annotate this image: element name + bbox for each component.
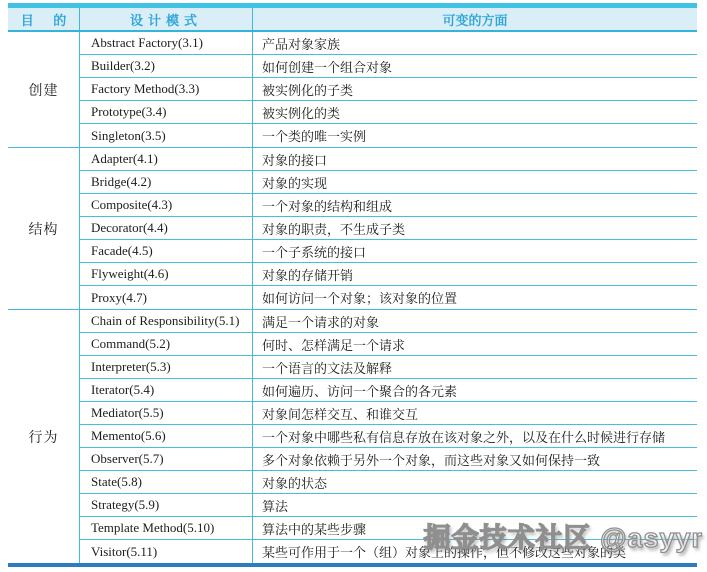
purpose-cell: 行为 xyxy=(8,310,80,563)
aspect-cell: 多个对象依赖于另外一个对象，而这些对象又如何保持一致 xyxy=(253,448,697,471)
pattern-cell: Strategy(5.9) xyxy=(80,494,253,517)
pattern-cell: Prototype(3.4) xyxy=(80,101,253,124)
aspect-cell: 如何遍历、访问一个聚合的各元素 xyxy=(253,379,697,402)
pattern-cell: Command(5.2) xyxy=(80,333,253,356)
header-pattern: 设计模式 xyxy=(80,8,253,30)
aspect-cell: 一个子系统的接口 xyxy=(253,240,697,263)
pattern-cell: Bridge(4.2) xyxy=(80,171,253,194)
design-patterns-table xyxy=(8,3,697,567)
aspect-cell: 对象的存储开销 xyxy=(253,263,697,286)
pattern-cell: Flyweight(4.6) xyxy=(80,263,253,286)
aspect-cell: 被实例化的类 xyxy=(253,101,697,124)
aspect-cell: 何时、怎样满足一个请求 xyxy=(253,333,697,356)
aspect-cell: 被实例化的子类 xyxy=(253,78,697,101)
aspect-cell: 对象的状态 xyxy=(253,471,697,494)
aspect-cell: 一个语言的文法及解释 xyxy=(253,356,697,379)
pattern-cell: Abstract Factory(3.1) xyxy=(80,32,253,55)
table-body xyxy=(8,32,697,563)
aspect-cell: 某些可作用于一个（组）对象上的操作，但不修改这些对象的类 xyxy=(262,545,627,560)
aspect-cell: 对象的职责，不生成子类 xyxy=(253,217,697,240)
aspect-cell: 对象的接口 xyxy=(253,148,697,171)
aspect-cell: 算法 xyxy=(253,494,697,517)
header-aspect: 可变的方面 xyxy=(442,12,508,28)
aspect-cell: 一个对象中哪些私有信息存放在该对象之外，以及在什么时候进行存储 xyxy=(253,425,697,448)
aspect-cell: 对象间怎样交互、和谁交互 xyxy=(253,402,697,425)
pattern-group xyxy=(8,310,697,563)
pattern-cell: Adapter(4.1) xyxy=(80,148,253,171)
pattern-cell: Chain of Responsibility(5.1) xyxy=(80,310,253,333)
aspect-cell: 产品对象家族 xyxy=(253,32,697,55)
pattern-cell: Builder(3.2) xyxy=(80,55,253,78)
aspect-cell: 满足一个请求的对象 xyxy=(253,310,697,333)
aspect-cell: 对象的实现 xyxy=(253,171,697,194)
pattern-cell: Proxy(4.7) xyxy=(80,286,253,309)
pattern-cell: Decorator(4.4) xyxy=(80,217,253,240)
pattern-cell: Composite(4.3) xyxy=(80,194,253,217)
pattern-group xyxy=(8,32,697,148)
pattern-cell: Facade(4.5) xyxy=(80,240,253,263)
pattern-cell: State(5.8) xyxy=(80,471,253,494)
pattern-cell: Interpreter(5.3) xyxy=(80,356,253,379)
aspect-cell: 一个对象的结构和组成 xyxy=(253,194,697,217)
aspect-cell: 如何创建一个组合对象 xyxy=(253,55,697,78)
pattern-cell: Visitor(5.11) xyxy=(80,540,253,563)
pattern-cell: Memento(5.6) xyxy=(80,425,253,448)
table-header-row xyxy=(8,8,697,32)
header-purpose: 目 的 xyxy=(8,8,80,30)
pattern-cell: Singleton(3.5) xyxy=(80,124,253,147)
pattern-cell: Template Method(5.10) xyxy=(80,517,253,540)
pattern-group xyxy=(8,148,697,310)
purpose-cell: 创建 xyxy=(8,32,80,147)
pattern-cell: Observer(5.7) xyxy=(80,448,253,471)
aspect-cell: 一个类的唯一实例 xyxy=(262,129,367,144)
aspect-cell: 算法中的某些步骤 xyxy=(253,517,697,540)
pattern-cell: Iterator(5.4) xyxy=(80,379,253,402)
pattern-cell: Mediator(5.5) xyxy=(80,402,253,425)
watermark: 掘金技术社区 @asyyr xyxy=(423,523,703,553)
purpose-cell: 结构 xyxy=(8,148,80,309)
pattern-cell: Factory Method(3.3) xyxy=(80,78,253,101)
aspect-cell: 如何访问一个对象；该对象的位置 xyxy=(262,291,458,306)
